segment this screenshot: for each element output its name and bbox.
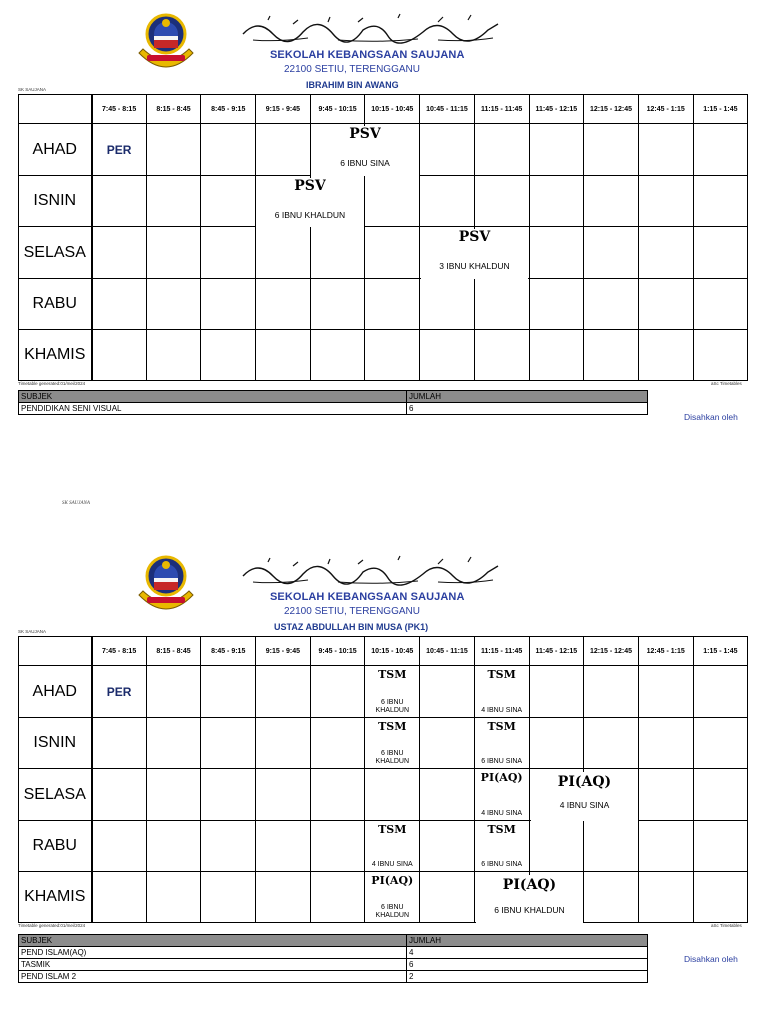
lesson-subject: PI(AQ) bbox=[371, 874, 414, 887]
day-row bbox=[19, 176, 748, 227]
summary-row bbox=[19, 947, 648, 959]
summary-subject: PENDIDIKAN SENI VISUAL bbox=[19, 403, 407, 415]
day-label: ISNIN bbox=[19, 718, 92, 769]
time-slot: 11:15 - 11:45 bbox=[474, 637, 529, 666]
time-slot: 8:45 - 9:15 bbox=[201, 637, 256, 666]
lesson-class: 4 IBNU SINA bbox=[481, 810, 523, 817]
jawi-calligraphy bbox=[238, 554, 503, 588]
day-row bbox=[19, 666, 748, 718]
time-slot: 1:15 - 1:45 bbox=[693, 95, 748, 124]
lesson-block bbox=[531, 772, 638, 821]
lesson-block bbox=[421, 229, 528, 279]
time-header-row bbox=[19, 637, 748, 666]
time-slot: 9:15 - 9:45 bbox=[256, 637, 311, 666]
time-slot: 10:45 - 11:15 bbox=[420, 637, 475, 666]
time-header-row bbox=[19, 95, 748, 124]
day-label: RABU bbox=[19, 821, 92, 872]
subject-summary-table bbox=[18, 934, 648, 983]
lesson-cell bbox=[365, 666, 420, 718]
summary-total: 4 bbox=[407, 947, 648, 959]
lesson-block bbox=[311, 126, 419, 176]
total-header: JUMLAH bbox=[407, 935, 648, 947]
lesson-class: 6 IBNU SINA bbox=[481, 758, 523, 765]
time-slot: 1:15 - 1:45 bbox=[693, 637, 748, 666]
lesson-class: 3 IBNU KHALDUN bbox=[439, 261, 510, 271]
time-slot: 9:45 - 10:15 bbox=[310, 637, 365, 666]
time-slot: 8:15 - 8:45 bbox=[146, 95, 201, 124]
time-slot: 7:45 - 8:15 bbox=[92, 95, 147, 124]
school-address: 22100 SETIU, TERENGGANU bbox=[284, 606, 420, 617]
time-slot: 11:45 - 12:15 bbox=[529, 637, 584, 666]
time-slot: 8:45 - 9:15 bbox=[201, 95, 256, 124]
summary-row bbox=[19, 971, 648, 983]
subject-summary-table bbox=[18, 390, 648, 415]
summary-header bbox=[19, 935, 648, 947]
lesson-class: 6 IBNU KHALDUN bbox=[274, 210, 346, 220]
lesson-subject: TSM bbox=[487, 720, 516, 733]
lesson-subject: PI(AQ) bbox=[480, 771, 523, 784]
lesson-subject: PSV bbox=[294, 178, 326, 194]
day-label: AHAD bbox=[19, 666, 92, 718]
time-slot: 8:15 - 8:45 bbox=[146, 637, 201, 666]
time-slot: 10:15 - 10:45 bbox=[365, 95, 420, 124]
lesson-cell bbox=[474, 718, 529, 769]
day-label: SELASA bbox=[19, 227, 92, 279]
lesson-class: 4 IBNU SINA bbox=[481, 707, 523, 714]
generated-note: Timetable generated:01/mei/2024 bbox=[18, 381, 86, 386]
summary-row bbox=[19, 959, 648, 971]
lesson-cell bbox=[474, 769, 529, 821]
corner-cell bbox=[19, 95, 92, 124]
day-row bbox=[19, 718, 748, 769]
lesson-subject: TSM bbox=[378, 668, 407, 681]
day-label: RABU bbox=[19, 279, 92, 330]
subject-header: SUBJEK bbox=[19, 935, 407, 947]
total-header: JUMLAH bbox=[407, 391, 648, 403]
day-row bbox=[19, 330, 748, 381]
time-slot: 9:45 - 10:15 bbox=[310, 95, 365, 124]
time-slot: 12:45 - 1:15 bbox=[638, 95, 693, 124]
lesson-class: 6 IBNU KHALDUN bbox=[494, 905, 565, 915]
time-slot: 11:15 - 11:45 bbox=[474, 95, 529, 124]
lesson-subject: TSM bbox=[378, 720, 407, 733]
lesson-subject: PSV bbox=[458, 229, 491, 245]
period-cell bbox=[92, 124, 147, 176]
lesson-subject: TSM bbox=[487, 668, 516, 681]
lesson-class: 6 IBNU KHALDUN bbox=[375, 750, 409, 765]
day-label: ISNIN bbox=[19, 176, 92, 227]
lesson-subject: TSM bbox=[378, 823, 407, 836]
generated-note: Timetable generated:01/mei/2024 bbox=[18, 923, 86, 928]
lesson-cell bbox=[474, 821, 529, 872]
lesson-class: 4 IBNU SINA bbox=[371, 861, 413, 868]
lesson-class: 6 IBNU KHALDUN bbox=[375, 904, 409, 919]
lesson-subject: PI(AQ) bbox=[502, 877, 557, 893]
time-slot: 7:45 - 8:15 bbox=[92, 637, 147, 666]
school-crest-logo bbox=[133, 551, 199, 617]
approved-by-label: Disahkan oleh bbox=[684, 412, 738, 422]
time-slot: 12:45 - 1:15 bbox=[638, 637, 693, 666]
lesson-subject: TSM bbox=[487, 823, 516, 836]
per-label: PER bbox=[106, 142, 132, 157]
lesson-cell bbox=[365, 872, 420, 923]
lesson-class: 4 IBNU SINA bbox=[559, 800, 610, 810]
asc-note: aSc Timetables bbox=[711, 381, 742, 386]
day-row bbox=[19, 821, 748, 872]
per-label: PER bbox=[106, 684, 132, 699]
summary-subject: PEND ISLAM(AQ) bbox=[19, 947, 407, 959]
lesson-cell bbox=[365, 821, 420, 872]
corner-cell bbox=[19, 637, 92, 666]
lesson-class: 6 IBNU SINA bbox=[481, 861, 523, 868]
summary-subject: TASMIK bbox=[19, 959, 407, 971]
day-row bbox=[19, 227, 748, 279]
summary-total: 6 bbox=[407, 959, 648, 971]
lesson-block bbox=[256, 178, 364, 227]
day-row bbox=[19, 872, 748, 923]
lesson-cell bbox=[365, 718, 420, 769]
teacher-name: USTAZ ABDULLAH BIN MUSA (PK1) bbox=[274, 622, 429, 632]
school-address: 22100 SETIU, TERENGGANU bbox=[284, 64, 420, 75]
school-crest-logo bbox=[133, 9, 199, 75]
lesson-subject: PI(AQ) bbox=[557, 774, 612, 790]
day-label: KHAMIS bbox=[19, 872, 92, 923]
day-row bbox=[19, 279, 748, 330]
approved-by-label: Disahkan oleh bbox=[684, 954, 738, 964]
day-label: AHAD bbox=[19, 124, 92, 176]
time-slot: 12:15 - 12:45 bbox=[584, 95, 639, 124]
time-slot: 10:15 - 10:45 bbox=[365, 637, 420, 666]
lesson-subject: PSV bbox=[349, 126, 381, 142]
lesson-class: 6 IBNU SINA bbox=[340, 158, 390, 168]
summary-header bbox=[19, 391, 648, 403]
summary-total: 2 bbox=[407, 971, 648, 983]
day-label: KHAMIS bbox=[19, 330, 92, 381]
lesson-block bbox=[476, 875, 583, 923]
time-slot: 12:15 - 12:45 bbox=[584, 637, 639, 666]
school-name: SEKOLAH KEBANGSAAN SAUJANA bbox=[270, 49, 465, 61]
subject-header: SUBJEK bbox=[19, 391, 407, 403]
timetable-grid bbox=[18, 636, 748, 923]
jawi-calligraphy bbox=[238, 12, 503, 46]
lesson-class: 6 IBNU KHALDUN bbox=[375, 699, 409, 714]
teacher-name: IBRAHIM BIN AWANG bbox=[306, 80, 399, 90]
school-short-label: SK SAUJANA bbox=[18, 629, 47, 634]
summary-subject: PEND ISLAM 2 bbox=[19, 971, 407, 983]
asc-note: aSc Timetables bbox=[711, 923, 742, 928]
summary-row bbox=[19, 403, 648, 415]
summary-total: 6 bbox=[407, 403, 648, 415]
time-slot: 10:45 - 11:15 bbox=[420, 95, 475, 124]
lesson-cell bbox=[474, 666, 529, 718]
school-short-label: SK SAUJANA bbox=[18, 87, 47, 92]
time-slot: 9:15 - 9:45 bbox=[256, 95, 311, 124]
school-short-watermark: SK SAUJANA bbox=[62, 501, 90, 506]
day-row bbox=[19, 769, 748, 821]
school-name: SEKOLAH KEBANGSAAN SAUJANA bbox=[270, 591, 465, 603]
day-label: SELASA bbox=[19, 769, 92, 821]
time-slot: 11:45 - 12:15 bbox=[529, 95, 584, 124]
